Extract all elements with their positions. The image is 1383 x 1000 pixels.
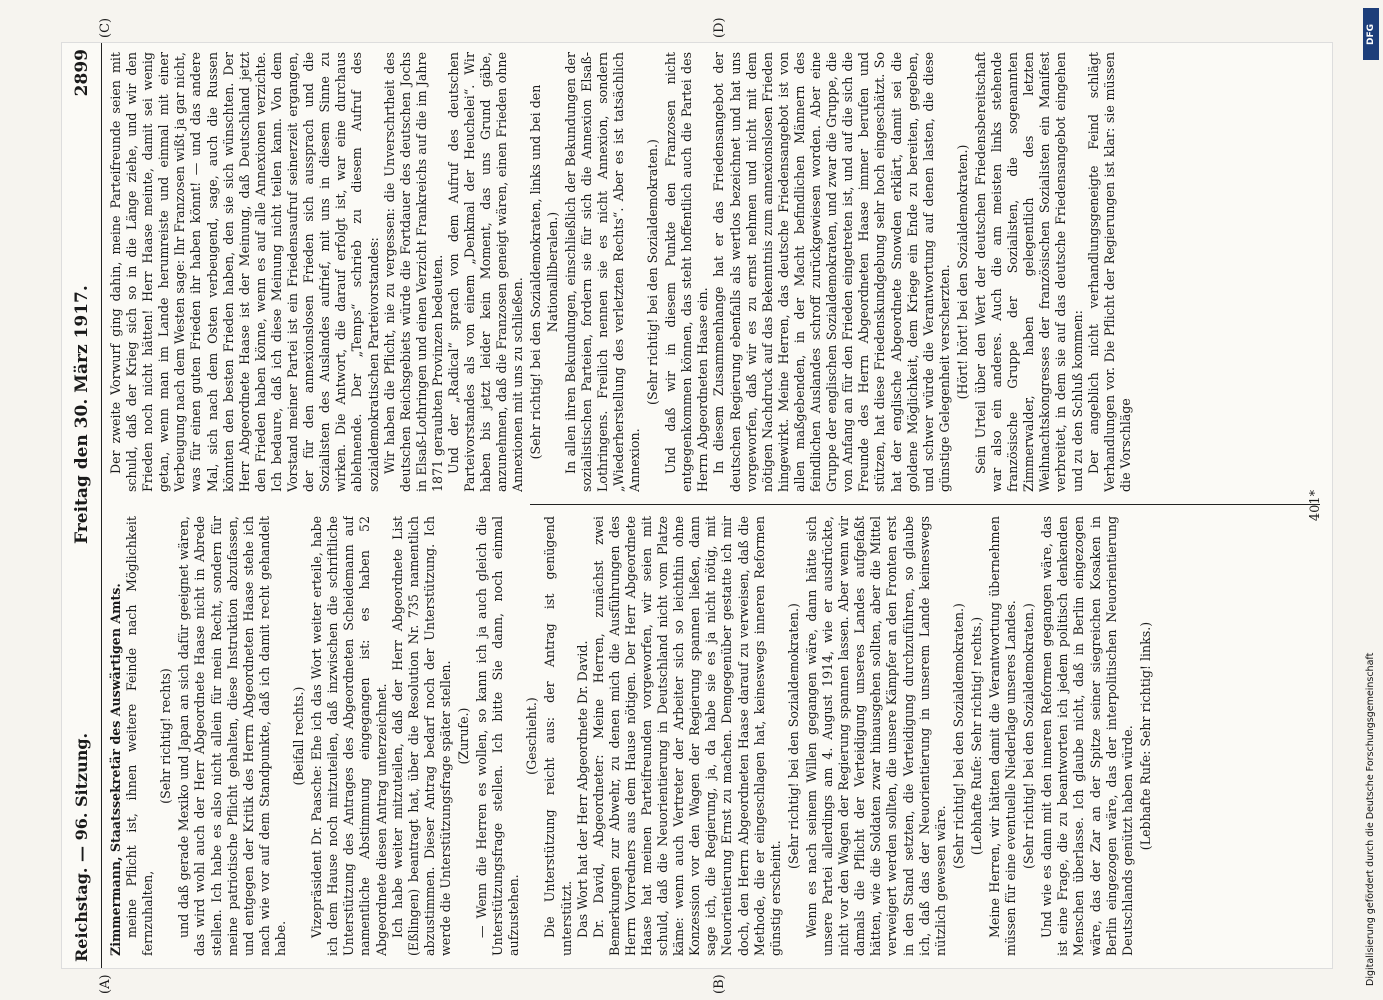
paragraph: Und daß wir in diesem Punkte den Franzosen nicht entgegenkommen können, das steht hoffentlich auch die Partei des Herrn Abgeordneten Haase ein. [663, 52, 711, 492]
paragraph: Und der „Radical“ sprach von dem Aufruf des deutschen Parteivorstandes als von einem „Denkmal der Heuchelei“. Wir haben bis jetzt leider kein Moment, das uns Grund gäbe, anzunehmen, daß die Franzosen geneigt wären, einen Frieden ohne Annexionen mit uns zu schließen. [445, 52, 526, 492]
header-date: Freitag den 30. März 1917. [71, 285, 92, 544]
dfg-logo: DFG [1363, 8, 1379, 60]
interjection: (Zurufe.) [455, 707, 471, 765]
paragraph: Wenn es nach seinem Willen gegangen wäre, dann hätte sich unsere Partei allerdings am 4. August 1914, wie er ausdrückte, nicht vor den Wagen der Regierung spannen lassen. Aber wenn wir damals die Pflicht der Verteidigung unseres Landes aufgefaßt hätten, wie die Soldaten zwar hinausgehen sollten, aber die Mittel verweigert werden sollten, die unsere Kämpfer an den Fronten erst in den Stand setzten, die Verteidigung durchzuführen, so glaube ich, daß das der Neuorientierung in unserem Lande keineswegs nützlich gewesen wäre. [803, 516, 948, 956]
paragraph: Der angeblich nicht verhandlungsgeneigte Feind schlägt Verhandlungen vor. Die Pflicht der Regierungen ist klar: sie müssen die Vorschläge [1085, 52, 1133, 492]
margin-marker-a: (A) [98, 974, 113, 994]
sheet-mark: 401* [1308, 489, 1323, 522]
paragraph: Vizepräsident Dr. Paasche: Ehe ich das Wort weiter erteile, habe ich dem Hause noch mitzuteilen, daß inzwischen die schriftliche Unterstützung des Antrages des Abgeordneten Scheidemann auf namentliche Abstimmung eingegangen ist: es haben 52 Abgeordnete diesen Antrag unterzeichnet. [309, 516, 389, 956]
paragraph: und daß gerade Mexiko und Japan an sich dafür geeignet wären, das wird wohl auch der Herr Abgeordnete Haase nicht in Abrede stellen. Ich habe es also nicht allein für mein Recht, sondern für meine patriotische Pflicht gehalten, diese Instruktion abzufassen, und entgegen der Kritik des Herrn Abgeordneten Haase stehe ich nach wie vor auf dem Standpunkte, daß ich damit recht gehandelt habe. [176, 516, 288, 956]
paragraph: In diesem Zusammenhange hat er das Friedensangebot der deutschen Regierung ebenfalls als wertlos bezeichnet und hat uns vorgeworfen, daß wir es zu ernst nehmen und nicht mit dem nötigen Nachdruck auf das Bekenntnis zum annexionslosen Frieden hingewirkt. Meine Herren, das deutsche Friedensangebot ist von allen maßgebenden, in der Macht befindlichen Männern des feindlichen Auslandes schroff zurückgewiesen worden. Aber eine Gruppe der englischen Sozialdemokraten, und zwar die Gruppe, die von Anfang an für den Frieden eingetreten ist, und auf die sich die Freunde des Herrn Abgeordneten Haase immer berufen und stützen, hat diese Friedenskundgebung sehr hoch eingeschätzt. So hat der englische Abgeordnete Snowden erklärt, damit sei die goldene Möglichkeit, dem Kriege ein Ende zu bereiten, gegeben, und schwer würde die Verantwortung auf denen lasten, die diese günstige Gelegenheit verscherzten. [711, 52, 952, 492]
paragraph: Der zweite Vorwurf ging dahin, meine Parteifreunde seien mit schuld, daß der Krieg sich so in die Länge ziehe, und wir den Frieden noch nicht hätten! Herr Haase meinte, damit sei wenig getan, wenn man im Lande herumreiste und einmal mit einer Verbeugung nach dem Westen sage: Ihr Franzosen wißt ja gar nicht, was für einen guten Frieden ihr haben könnt! — und das andere Mal, sich nach dem Osten verbeugend, sage, auch die Russen könnten den besten Frieden haben, den sie sich wünschten. Der Herr Abgeordnete Haase ist der Meinung, daß Deutschland jetzt den Frieden haben könne, wenn es auf alle Annexionen verzichte. Ich bedaure, daß ich diese Meinung nicht teilen kann. Von dem Vorstand meiner Partei ist ein Friedensaufruf seinerzeit ergangen, der für den annexionslosen Frieden sich aussprach und die Sozialisten des Auslandes aufrief, mit uns in diesem Sinne zu wirken. Die Antwort, die darauf erfolgt ist, war eine durchaus ablehnende. Der „Temps“ schrieb zu diesem Aufruf des sozialdemokratischen Parteivorstandes: [108, 52, 381, 492]
paragraph: Sein Urteil über den Wert der deutschen Friedensbereitschaft war also ein anderes. Auch die am meisten links stehende französische Gruppe der Sozialisten, die sogenannten Zimmerwalder, haben gelegentlich des letzten Weihnachtskongresses der französischen Sozialisten ein Manifest verbreitet, in dem sie auf das deutsche Friedensangebot eingehen und zu den Schluß kommen: [972, 52, 1085, 492]
interjection: (Sehr richtig! bei den Sozialdemokraten.) [950, 603, 966, 869]
header-session: Reichstag. — 96. Sitzung. [72, 732, 91, 962]
dfg-credit-strip [1363, 8, 1379, 993]
newspaper-page [62, 17, 1332, 994]
column-divider [530, 504, 1320, 505]
interjection: (Sehr richtig! bei den Sozialdemokraten.) [1021, 603, 1037, 869]
dfg-credit-text: Digitalisierung gefördert durch die Deutsche Forschungsgemeinschaft [1365, 652, 1376, 986]
interjection: (Hört! hört! bei den Sozialdemokraten.) [954, 144, 970, 400]
interjection: (Geschieht.) [524, 697, 540, 775]
paragraph: Und wie es dann mit den inneren Reformen gegangen wäre, das ist eine Frage, die zu beantworten ich jedem politisch denkenden Menschen überlasse. Ich glaube nicht, daß in Berlin eingezogen wäre, das der Zar an der Spitze seiner siegreichen Kosaken in Berlin eingezogen wäre, das der interpolitischen Neuorientierung Deutschlands genützt haben würde. [1039, 516, 1135, 956]
page-number: 2899 [71, 49, 92, 97]
paragraph: meine Pflicht ist, ihnen weitere Feinde nach Möglichkeit fernzuhalten, [124, 516, 156, 956]
margin-marker-c: (C) [98, 17, 113, 38]
paragraph: Ich habe weiter mitzuteilen, daß der Herr Abgeordnete List (Eßlingen) beantragt hat, über die Resolution Nr. 735 namentlich abzustimmen. Dieser Antrag bedarf noch der Unterstützung. Ich werde die Unterstützungsfrage später stellen. [389, 516, 453, 956]
interjection: (Beifall rechts.) [291, 686, 307, 786]
paragraph: Dr. David, Abgeordneter: Meine Herren, zunächst zwei Bemerkungen zur Abwehr, zu denen mich die Ausführungen des Herrn Vorredners aus dem Hause nötigen. Der Herr Abgeordnete Haase hat meinen Parteifreunden vorgeworfen, wir seien mit schuld, daß die Neuorientierung in Deutschland nicht vom Platze käme: wenn auch Vertreter der Arbeiter sich so leichthin ohne Konzession vor den Wagen der Regierung spannen ließen, dann sage ich, die Regierung, ja, da habe sie es ja nicht nötig, mit Neuorientierung Ernst zu machen. Demgegenüber gestatte ich mir doch, den Herrn Abgeordneten Haase darauf zu verweisen, daß die Methode, die er eingeschlagen hat, keineswegs inneren Reformen günstig erscheint. [590, 516, 783, 956]
right-column [108, 52, 1308, 492]
paragraph: Zimmermann, Staatssekretär des Auswärtigen Amts. [108, 583, 123, 956]
interjection: (Sehr richtig! rechts) [158, 668, 174, 804]
interjection: (Sehr richtig! bei den Sozialdemokraten.) [645, 139, 661, 405]
paragraph: Wir haben die Pflicht, nie zu vergessen: die Unverschrtheit des deutschen Reichsgebiets würde die Fortdauer des deutschen Jochs in Elsaß-Lothringen und einen Verzicht Frankreichs auf die im Jahre 1871 geraubten Provinzen bedeuten. [381, 52, 445, 492]
paragraph: In allen ihren Bekundungen, einschließlich der Bekundungen der sozialistischen Parteien, fordern sie für sich die Annexion Elsaß-Lothringens. Freilich nennen sie es nicht Annexion, sondern „Wiederherstellung des verletzten Rechts“. Aber es ist tatsächlich Annexion. [562, 52, 642, 492]
paragraph: Das Wort hat der Herr Abgeordnete Dr. David. [574, 640, 590, 938]
interjection: (Sehr richtig! bei den Sozialdemokraten, links und bei den Nationalliberalen.) [528, 84, 560, 460]
margin-marker-b: (B) [712, 974, 727, 994]
paragraph: Die Unterstützung reicht aus: der Antrag ist genügend unterstützt. [542, 516, 574, 956]
paragraph: Meine Herren, wir hätten damit die Verantwortung übernehmen müssen für eine eventuelle Niederlage unseres Landes. [986, 516, 1019, 956]
margin-marker-d: (D) [712, 17, 727, 38]
paragraph: — Wenn die Herren es wollen, so kann ich ja auch gleich die Unterstützungsfrage stellen. Ich bitte Sie dann, noch einmal aufzustehen. [474, 516, 522, 956]
page-header [62, 43, 102, 968]
interjection: (Lebhafte Rufe: Sehr richtig! links.) [1137, 621, 1153, 851]
interjection: (Sehr richtig! bei den Sozialdemokraten.) [785, 603, 801, 869]
interjection: (Lebhafte Rufe: Sehr richtig! rechts.) [968, 616, 984, 856]
left-column [108, 516, 1308, 956]
